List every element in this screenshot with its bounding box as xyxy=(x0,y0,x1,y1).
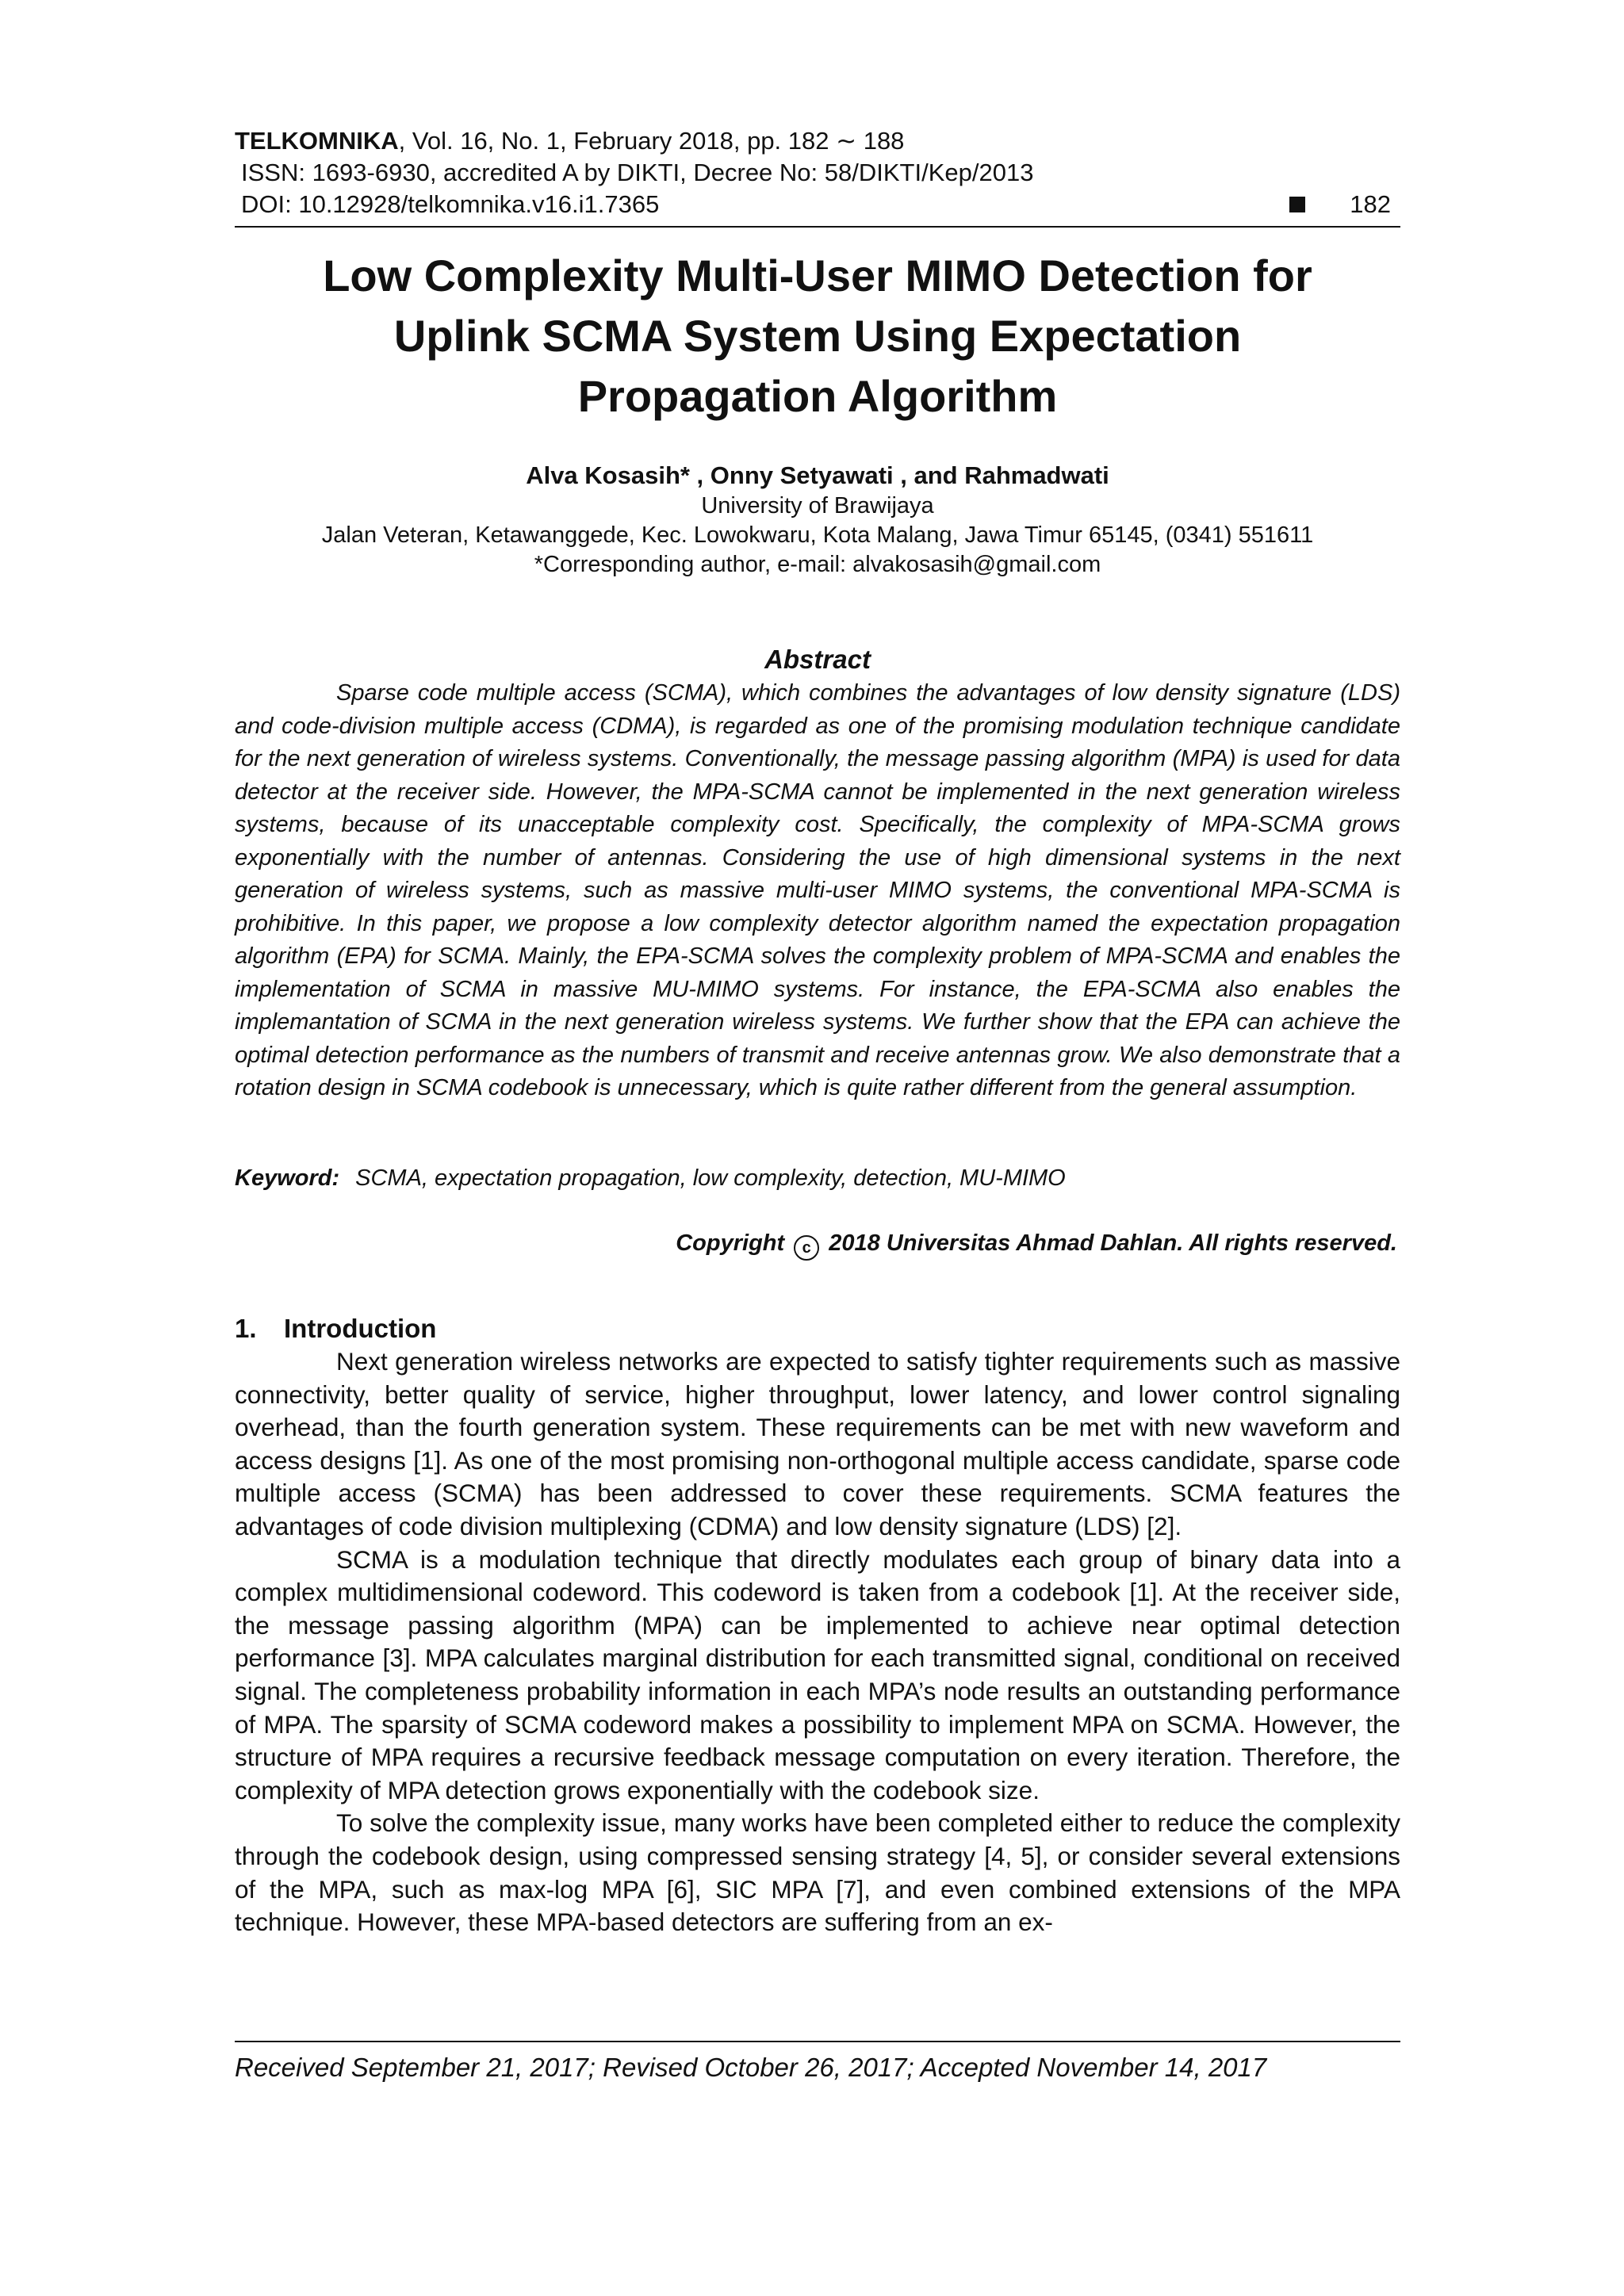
keywords-value: SCMA, expectation propagation, low complexity, detection, MU-MIMO xyxy=(355,1165,1066,1191)
abstract-body xyxy=(235,677,1400,1105)
page-number-box xyxy=(1289,189,1400,220)
section-number: 1. xyxy=(235,1314,257,1343)
abstract-text: Sparse code multiple access (SCMA), which combines the advantages of low density signature (LDS) and code-division multiple access (CDMA), is regarded as one of the promising modulation technique candidate for the next generation of wireless systems. Conventionally, the message passing algorithm (MPA) is used for data detector at the receiver side. However, the MPA-SCMA cannot be implemented in the next generation wireless systems, because of its unacceptable complexity cost. Specifically, the complexity of MPA-SCMA grows exponentially with the number of antennas. Considering the use of high dimensional systems in the next generation of wireless systems, such as massive multi-user MIMO systems, the conventional MPA-SCMA is prohibitive. In this paper, we propose a low complexity detector algorithm named the expectation propagation algorithm (EPA) for SCMA. Mainly, the EPA-SCMA solves the complexity problem of MPA-SCMA and enables the implementation of SCMA in massive MU-MIMO systems. For instance, the EPA-SCMA also enables the implemantation of SCMA in the next generation wireless systems. We further show that the EPA can achieve the optimal detection performance as the numbers of transmit and receive antennas grow. We also demonstrate that a rotation design in SCMA codebook is unnecessary, which is quite rather different from the general assumption. xyxy=(235,680,1400,1100)
address: Jalan Veteran, Ketawanggede, Kec. Lowokwaru, Kota Malang, Jawa Timur 65145, (0341) 551611 xyxy=(321,522,1314,548)
journal-name: TELKOMNIKA xyxy=(235,127,399,155)
footer-rule xyxy=(235,2041,1400,2042)
affiliation-block xyxy=(235,492,1400,580)
page-number: 182 xyxy=(1350,190,1391,218)
title-line: Low Complexity Multi-User MIMO Detection for xyxy=(323,251,1312,300)
copyright-notice xyxy=(235,1227,1397,1261)
journal-line xyxy=(235,125,1400,157)
paper-title xyxy=(235,246,1400,427)
introduction-body xyxy=(235,1345,1400,1939)
corresponding-author: *Corresponding author, e-mail: alvakosasih@gmail.com xyxy=(534,552,1101,577)
doi-row xyxy=(235,189,1400,220)
title-line: Propagation Algorithm xyxy=(577,371,1058,421)
keywords-label: Keyword: xyxy=(235,1165,340,1191)
paragraph: Next generation wireless networks are expected to satisfy tighter requirements such as massive connectivity, better quality of service, higher throughput, lower latency, and lower control signaling overhead, than the fourth generation system. These requirements can be met with new waveform and access designs [1]. As one of the most promising non-orthogonal multiple access candidate, sparse code multiple access (SCMA) has been addressed to cover these requirements. SCMA features the advantages of code division multiplexing (CDMA) and low density signature (LDS) [2]. xyxy=(235,1347,1400,1540)
university: University of Brawijaya xyxy=(701,493,934,519)
paragraph: To solve the complexity issue, many works have been completed either to reduce the complexity through the codebook design, using compressed sensing strategy [4, 5], or consider several extensions of the MPA, such as max-log MPA [6], SIC MPA [7], and even combined extensions of the MPA technique. However, these MPA-based detectors are suffering from an ex- xyxy=(235,1808,1400,1937)
header-rule xyxy=(235,226,1400,228)
abstract-heading: Abstract xyxy=(764,645,871,674)
title-line: Uplink SCMA System Using Expectation xyxy=(393,311,1242,361)
running-header xyxy=(235,125,1400,220)
doi-text: DOI: 10.12928/telkomnika.v16.i1.7365 xyxy=(241,190,660,218)
section-title: Introduction xyxy=(284,1314,437,1343)
issn-line: ISSN: 1693-6930, accredited A by DIKTI, Decree No: 58/DIKTI/Kep/2013 xyxy=(241,159,1034,186)
section-heading xyxy=(235,1313,1400,1345)
received-dates: Received September 21, 2017; Revised October 26, 2017; Accepted November 14, 2017 xyxy=(235,2053,1267,2082)
paragraph: SCMA is a modulation technique that directly modulates each group of binary data into a complex multidimensional codeword. This codeword is taken from a codebook [1]. At the receiver side, the message passing algorithm (MPA) can be implemented to achieve near optimal detection performance [3]. MPA calculates marginal distribution for each transmitted signal, conditional on received signal. The completeness probability information in each MPA’s node results an outstanding performance of MPA. The sparsity of SCMA codeword makes a possibility to implement MPA on SCMA. However, the structure of MPA requires a recursive feedback message computation on every iteration. Therefore, the complexity of MPA detection grows exponentially with the codebook size. xyxy=(235,1544,1400,1804)
copyright-suffix: 2018 Universitas Ahmad Dahlan. All rights reserved. xyxy=(829,1230,1397,1256)
square-bullet-icon xyxy=(1289,197,1305,212)
journal-issue: , Vol. 16, No. 1, February 2018, pp. 182 ∼ 188 xyxy=(398,127,905,155)
author-list: Alva Kosasih* , Onny Setyawati , and Rahmadwati xyxy=(526,461,1109,489)
keywords xyxy=(235,1162,1400,1194)
copyright-prefix: Copyright xyxy=(676,1230,785,1256)
copyright-icon: c xyxy=(794,1235,819,1261)
